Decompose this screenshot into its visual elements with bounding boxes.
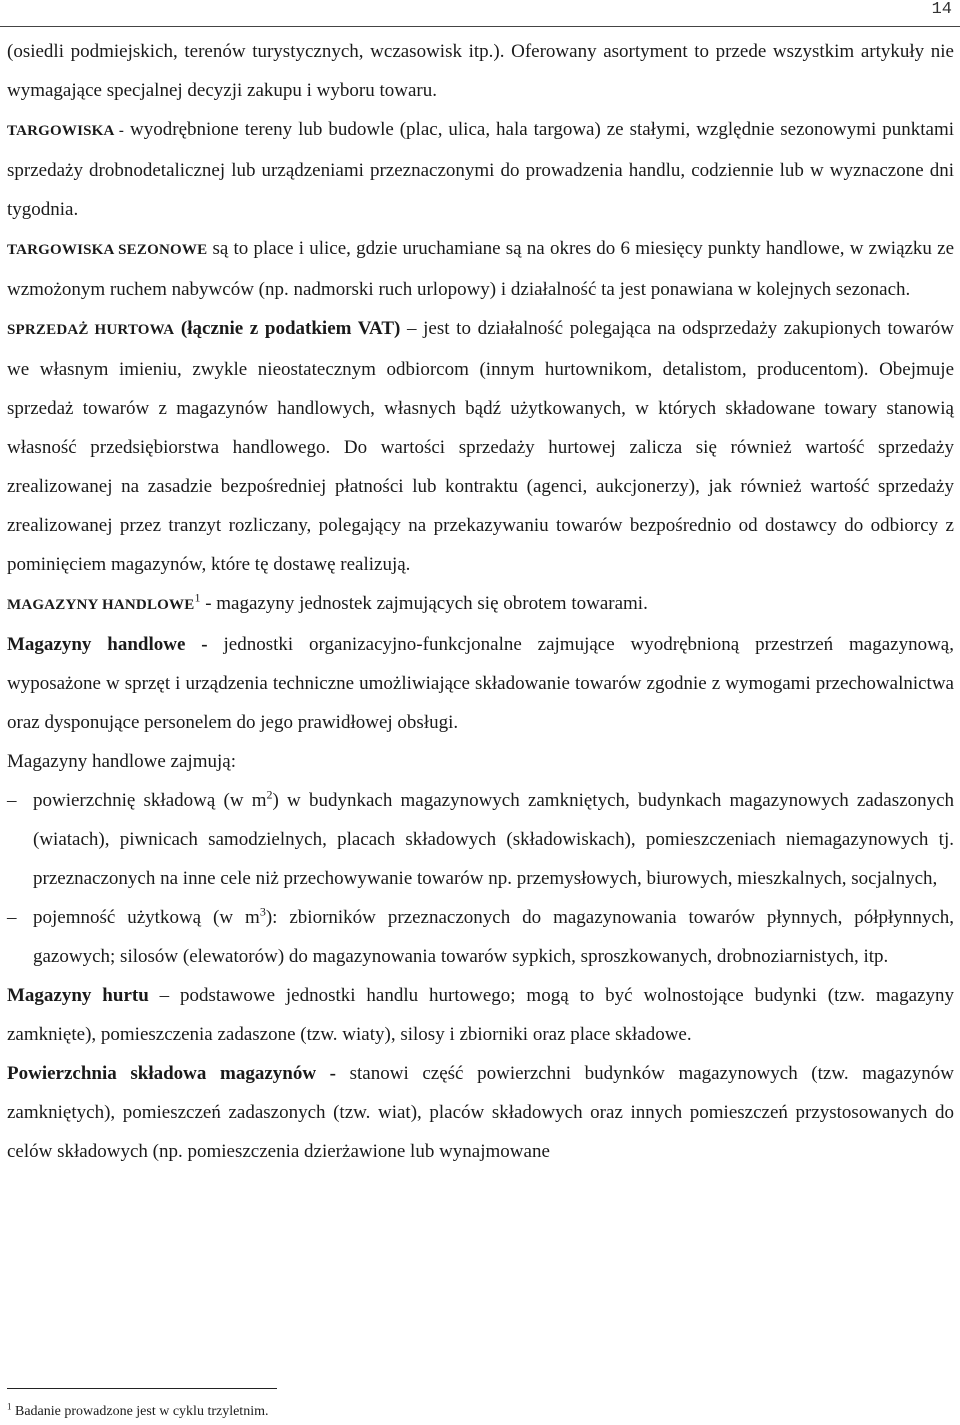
paragraph-powierzchnia-skladowa [7,1054,954,1171]
term-targowiska: TARGOWISKA - [7,123,125,139]
dash-marker: – [7,907,17,928]
footnote-number: 1 [7,1401,12,1412]
term-magazyny-hurtu: Magazyny hurtu [7,985,149,1006]
paragraph-magazyny-hurtu [7,976,954,1054]
definition-targowiska: wyodrębnione tereny lub budowle (plac, ulica, hala targowa) ze stałymi, względnie sezonowymi punktami sprzedaży drobnodetalicznej lub urządzeniami przeznaczonymi do prowadzenia handlu, codziennie lub w wyznaczone dni tygodnia. [7,119,954,220]
term-magazyny-handlowe-caps: MAGAZYNY HANDLOWE [7,597,195,613]
definition-magazyny-handlowe: jednostki organizacyjno-funkcjonalne zajmujące wyodrębnioną przestrzeń magazynową, wyposażone w sprzęt i urządzenia techniczne umożliwiające składowanie towarów zgodnie z wymogami przechowalnictwa oraz dysponujące personelem do jego prawidłowej obsługi. [7,634,954,733]
term-targowiska-sezonowe: TARGOWISKA SEZONOWE [7,242,208,258]
paragraph-zajmuja: Magazyny handlowe zajmują: [7,751,236,772]
paragraph-continuation: (osiedli podmiejskich, terenów turystycznych, wczasowisk itp.). Oferowany asortyment to przede wszystkim artykuły nie wymagające specjalnej decyzji zakupu i wyboru towaru. [7,41,954,101]
list-item-text: pojemność użytkową (w m [33,907,260,928]
list-item-text: ) w budynkach magazynowych zamkniętych, budynkach magazynowych zadaszonych (wiatach), piwnicach samodzielnych, placach składowych (składowiskach), pomieszczeniach niemagazynowych tj. przeznaczonych na inne cele niż przechowywanie towarów np. przemysłowych, biurowych, mieszkalnych, socjalnych, [33,790,954,889]
term-magazyny-handlowe: Magazyny handlowe - [7,634,208,655]
definition-sprzedaz-hurtowa: – jest to działalność polegająca na odsprzedaży zakupionych towarów we własnym imieniu, zwykle nieostatecznym odbiorcom (innym hurtownikom, detalistom, producentom). Obejmuje sprzedaż towarów z magazynów handlowych, własnych bądź użytkowanych, w których składowane towary stanowią własność przedsiębiorstwa handlowego. Do wartości sprzedaży hurtowej zalicza się również wartość sprzedaży zrealizowanej na zasadzie bezpośredniej płatności lub kontraktu (agenci, aukcjonerzy), jak również wartość sprzedaży zrealizowanej przez tranzyt rozliczany, polegający na przekazywaniu towarów bezpośrednio od dostawcy do odbiorcy z pominięciem magazynów, które tę dostawę realizują. [7,318,954,575]
bullet-list [7,781,954,976]
paragraph-targowiska-sezonowe [7,229,954,309]
definition-magazyny-handlowe-caps: - magazyny jednostek zajmujących się obrotem towarami. [200,593,648,614]
definition-powierzchnia-skladowa: stanowi część powierzchni budynków magazynowych (tzw. magazynów zamkniętych), pomieszczeń zadaszonych (tzw. wiat), placów składowych oraz innych pomieszczeń przystosowanych do celów składowych (np. pomieszczenia dzierżawione lub wynajmowane [7,1063,955,1162]
document-body [7,32,954,1171]
term-sprzedaz-hurtowa: SPRZEDAŻ HURTOWA [7,322,175,338]
header-rule [0,26,960,27]
definition-targowiska-sezonowe: są to place i ulice, gdzie uruchamiane są na okres do 6 miesięcy punkty handlowe, w związku ze wzmożonym ruchem nabywców (np. nadmorski ruch urlopowy) i działalność ta jest ponawiana w kolejnych sezonach. [7,238,955,300]
footnote-ref: 1 [194,590,201,605]
superscript: 3 [259,904,266,919]
paragraph-sprzedaz-hurtowa [7,309,954,584]
list-item-text: powierzchnię składową (w m [33,790,267,811]
paragraph-magazyny-handlowe [7,625,954,742]
list-item [7,781,954,898]
footnote [7,1403,268,1421]
page-number: 14 [931,0,952,19]
definition-magazyny-hurtu: – podstawowe jednostki handlu hurtowego; mogą to być wolnostojące budynki (tzw. magazyny zamknięte), pomieszczenia zadaszone (tzw. wiaty), silosy i zbiorniki oraz place składowe. [7,985,954,1045]
paragraph-targowiska [7,110,954,229]
list-item-text: ): zbiorników przeznaczonych do magazynowania towarów płynnych, półpłynnych, gazowych; silosów (elewatorów) do magazynowania towarów sypkich, sproszkowanych, drobnoziarnistych, itp. [33,907,955,967]
term-vat-note: (łącznie z podatkiem VAT) [174,318,401,339]
footnote-rule [7,1388,277,1389]
dash-marker: – [7,790,17,811]
list-item [7,898,954,976]
paragraph-magazyny-handlowe-caps [7,584,954,625]
footnote-text: Badanie prowadzone jest w cyklu trzyletnim. [11,1404,269,1419]
term-powierzchnia-skladowa: Powierzchnia składowa magazynów - [7,1063,337,1084]
superscript: 2 [266,787,273,802]
